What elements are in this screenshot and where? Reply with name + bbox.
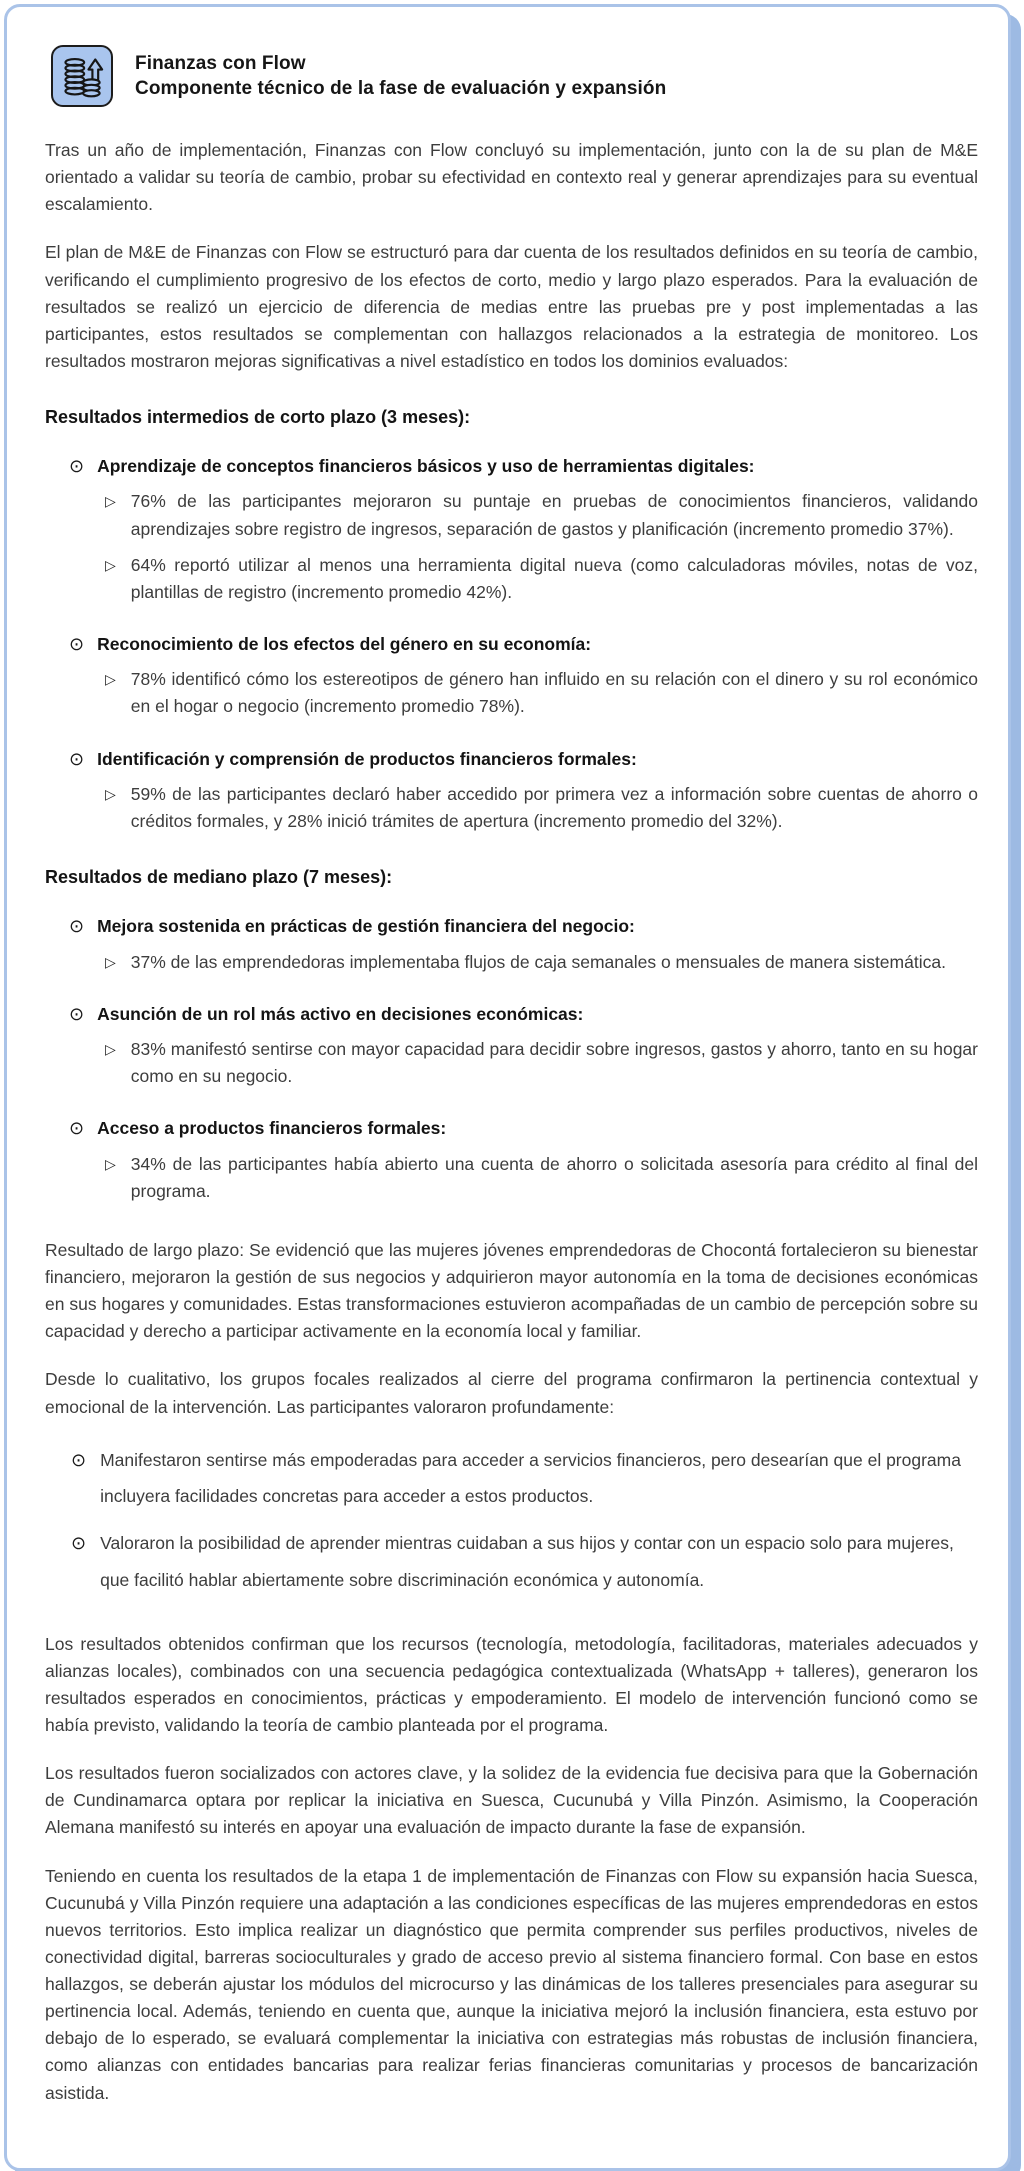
- circle-dot-bullet-icon: ⊙: [69, 1118, 85, 1139]
- result-item-title-row: [45, 454, 978, 479]
- result-point: [105, 949, 978, 976]
- result-point: [105, 1151, 978, 1205]
- result-item-title: Asunción de un rol más activo en decisiones económicas:: [97, 1003, 584, 1024]
- circle-dot-bullet-icon: ⊙: [71, 1533, 87, 1554]
- triangle-bullet-icon: ▷: [105, 1155, 116, 1172]
- result-item-title: Mejora sostenida en prácticas de gestión financiera del negocio:: [97, 916, 635, 937]
- result-point-text: 64% reportó utilizar al menos una herramienta digital nueva (como calculadoras móviles, notas de voz, plantillas de registro (incremento promedio 42%).: [130, 554, 978, 602]
- result-item: [45, 1116, 978, 1205]
- results-section: [45, 407, 978, 835]
- result-item-title-row: [45, 1116, 978, 1141]
- result-point-text: 59% de las participantes declaró haber accedido por primera vez a información sobre cuentas de ahorro o créditos formales, y 28% inició trámites de apertura (incremento promedio del 32%).: [130, 783, 978, 831]
- result-item-title: Aprendizaje de conceptos financieros básicos y uso de herramientas digitales:: [97, 456, 755, 476]
- result-point-text: 83% manifestó sentirse con mayor capacidad para decidir sobre ingresos, gastos y ahorro, tanto en su hogar como en su negocio.: [130, 1039, 978, 1087]
- circle-dot-bullet-icon: ⊙: [69, 916, 85, 937]
- section-heading: Resultados intermedios de corto plazo (3 meses):: [45, 407, 471, 427]
- result-item-title: Reconocimiento de los efectos del género en su economía:: [97, 633, 592, 654]
- result-point: [105, 1036, 978, 1090]
- section-heading: Resultados de mediano plazo (7 meses):: [45, 867, 393, 888]
- result-item-title-row: [45, 632, 978, 657]
- result-item-points: [45, 1151, 978, 1205]
- circle-dot-bullet-icon: ⊙: [69, 633, 85, 654]
- results-section: [45, 867, 978, 1205]
- circle-dot-bullet-icon: ⊙: [69, 1003, 85, 1024]
- closing-paragraph-3: Teniendo en cuenta los resultados de la etapa 1 de implementación de Finanzas con Flow su expansión hacia Suesca, Cucunubá y Villa Pinzón requiere una adaptación a las condiciones específicas de las mujeres emprendedoras en estos nuevos territorios. Esto implica realizar un diagnóstico que permita comprender sus perfiles productivos, niveles de conectividad digital, barreras socioculturales y grado de acceso previo al sistema financiero formal. Con base en estos hallazgos, se deberán ajustar los módulos del microcurso y las dinámicas de los talleres presenciales para asegurar su pertinencia local. Además, teniendo en cuenta que, aunque la iniciativa mejoró la inclusión financiera, esta estuvo por debajo de lo esperado, se evaluará complementar la iniciativa con estrategias más robustas de inclusión financiera, como alianzas con entidades bancarias para realizar ferias financieras comunitarias y procesos de bancarización asistida.: [45, 1865, 978, 2103]
- triangle-bullet-icon: ▷: [105, 1041, 116, 1057]
- triangle-bullet-icon: ▷: [105, 785, 116, 802]
- result-item-title-row: [45, 914, 978, 939]
- triangle-bullet-icon: ▷: [105, 953, 116, 970]
- qualitative-point: [71, 1525, 978, 1599]
- result-point: [105, 488, 978, 542]
- result-point-text: 34% de las participantes había abierto una cuenta de ahorro o solicitada asesoría para crédito al final del programa.: [130, 1153, 978, 1201]
- closing-paragraph-1: Los resultados obtenidos confirman que los recursos (tecnología, metodología, facilitadoras, materiales adecuados y alianzas locales), combinados con una secuencia pedagógica contextualizada (WhatsApp + talleres), generaron los resultados esperados en conocimientos, prácticas y empoderamiento. El modelo de intervención funcionó como se había previsto, validando la teoría de cambio planteada por el programa.: [45, 1633, 978, 1735]
- result-item: [45, 632, 978, 721]
- page-title: Finanzas con Flow: [135, 52, 306, 74]
- long-term-result-paragraph: Resultado de largo plazo: Se evidenció que las mujeres jóvenes emprendedoras de Chocontá fortalecieron su bienestar financiero, mejoraron la gestión de sus negocios y adquirieron mayor autonomía en la toma de decisiones económicas en sus hogares y comunidades. Estas transformaciones estuvieron acompañadas de un cambio de percepción sobre su capacidad y derecho a participar activamente en la economía local y familiar.: [45, 1239, 978, 1342]
- section-items: [45, 914, 978, 1205]
- result-item: [45, 454, 978, 606]
- triangle-bullet-icon: ▷: [105, 671, 116, 688]
- result-item-points: [45, 1036, 978, 1090]
- result-item: [45, 914, 978, 976]
- result-item-title: Identificación y comprensión de productos financieros formales:: [97, 748, 637, 769]
- results-sections: [45, 407, 978, 1205]
- triangle-bullet-icon: ▷: [105, 493, 116, 510]
- closing-paragraph-2: Los resultados fueron socializados con actores clave, y la solidez de la evidencia fue decisiva para que la Gobernación de Cundinamarca optara por replicar la iniciativa en Suesca, Cucunubá y Villa Pinzón. Asimismo, la Cooperación Alemana manifestó su interés en apoyar una evaluación de impacto durante la fase de expansión.: [45, 1763, 978, 1838]
- result-point: [105, 781, 978, 835]
- result-item-title-row: [45, 747, 978, 772]
- result-point-text: 78% identificó cómo los estereotipos de género han influido en su relación con el dinero y su rol económico en el hogar o negocio (incremento promedio 78%).: [130, 669, 978, 717]
- result-item-title-row: [45, 1002, 978, 1027]
- section-items: [45, 454, 978, 835]
- result-point-text: 76% de las participantes mejoraron su puntaje en pruebas de conocimientos financieros, validando aprendizajes sobre registro de ingresos, separación de gastos y planificación (incremento promedio 37%).: [130, 491, 978, 539]
- report-card: [4, 4, 1011, 2171]
- result-item-points: [45, 949, 978, 976]
- intro-paragraph-1: Tras un año de implementación, Finanzas con Flow concluyó su implementación, junto con la de su plan de M&E orientado a validar su teoría de cambio, probar su efectividad en contexto real y generar aprendizajes para su eventual escalamiento.: [45, 140, 978, 215]
- result-point-text: 37% de las emprendedoras implementaba flujos de caja semanales o mensuales de manera sistemática.: [130, 951, 946, 972]
- page-subtitle: Componente técnico de la fase de evaluación y expansión: [135, 77, 667, 99]
- triangle-bullet-icon: ▷: [105, 556, 116, 573]
- result-item-points: [45, 488, 978, 606]
- result-item-points: [45, 781, 978, 835]
- circle-dot-bullet-icon: ⊙: [69, 748, 85, 769]
- title-block: [135, 53, 666, 100]
- circle-dot-bullet-icon: ⊙: [71, 1449, 87, 1470]
- result-item: [45, 747, 978, 836]
- result-item-points: [45, 666, 978, 720]
- qualitative-point-text: Valoraron la posibilidad de aprender mientras cuidaban a sus hijos y contar con un espacio solo para mujeres, que facilitó hablar abiertamente sobre discriminación económica y autonomía.: [100, 1533, 954, 1590]
- intro-paragraph-2: El plan de M&E de Finanzas con Flow se estructuró para dar cuenta de los resultados definidos en su teoría de cambio, verificando el cumplimiento progresivo de los efectos de corto, medio y largo plazo esperados. Para la evaluación de resultados se realizó un ejercicio de diferencia de medias entre las pruebas pre y post implementadas a las participantes, estos resultados se complementan con hallazgos relacionados a la estrategia de monitoreo. Los resultados mostraron mejoras significativas a nivel estadístico en todos los dominios evaluados:: [45, 242, 978, 371]
- qualitative-point: [71, 1442, 978, 1516]
- qualitative-intro-paragraph: Desde lo cualitativo, los grupos focales realizados al cierre del programa confirmaron la pertinencia contextual y emocional de la intervención. Las participantes valoraron profundamente:: [45, 1369, 978, 1417]
- result-point: [105, 552, 978, 606]
- qualitative-points-list: [45, 1442, 978, 1599]
- qualitative-point-text: Manifestaron sentirse más empoderadas para acceder a servicios financieros, pero desearían que el programa incluyera facilidades concretas para acceder a estos productos.: [100, 1449, 961, 1507]
- result-item-title: Acceso a productos financieros formales:: [97, 1118, 447, 1139]
- result-point: [105, 666, 978, 720]
- card-header: [51, 45, 978, 107]
- result-item: [45, 1002, 978, 1091]
- circle-dot-bullet-icon: ⊙: [69, 456, 85, 476]
- coin-stacks-growth-icon: [51, 45, 113, 107]
